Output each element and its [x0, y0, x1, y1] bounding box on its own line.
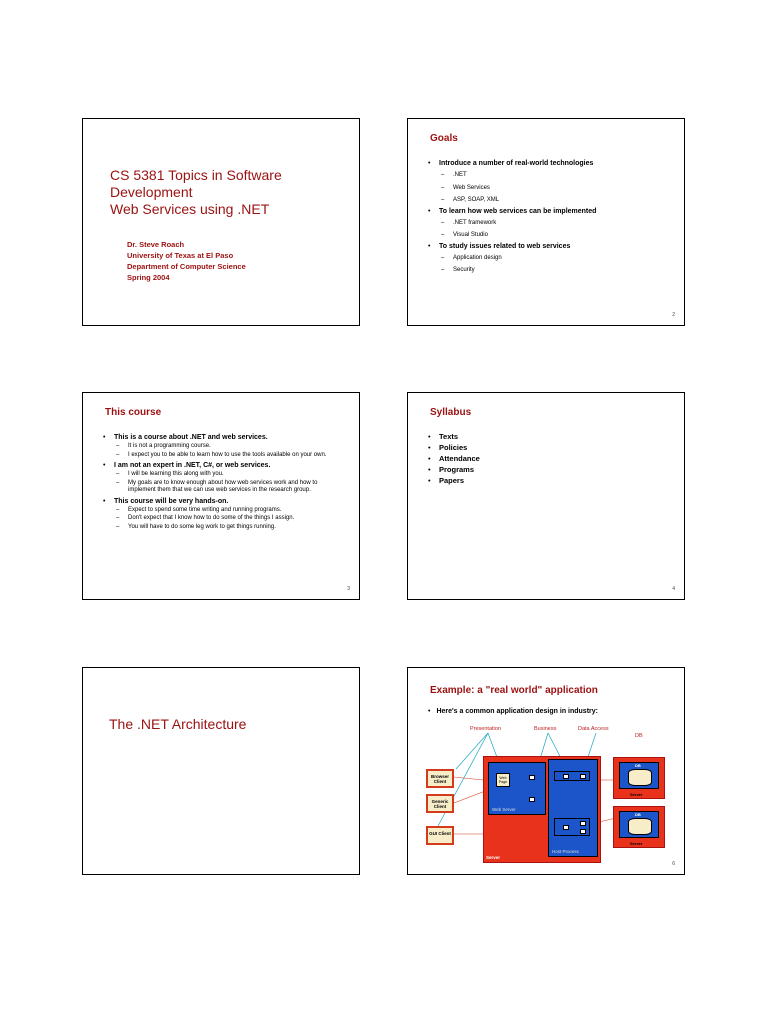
component	[580, 829, 586, 834]
list-item: • Attendance	[428, 454, 674, 464]
db-server-label: Server	[630, 841, 643, 846]
slide-4	[407, 392, 685, 600]
title-line-3: Web Services using .NET	[110, 201, 270, 217]
bullet-list	[428, 432, 674, 487]
sub-item: – .NET	[439, 172, 674, 180]
list-item: • To study issues related to web services – Application design – Security	[428, 242, 674, 275]
gui-client: GUI Client	[426, 826, 454, 845]
component-group	[554, 818, 590, 836]
list-item: • This is a course about .NET and web services. – It is not a programming course. – I expect you to be able to learn how to use the tools available on your own.	[103, 433, 349, 459]
data-access-label: Data Access	[578, 726, 609, 732]
generic-client: Generic Client	[426, 794, 454, 813]
host-process-box	[548, 759, 598, 857]
db-server-2	[613, 806, 665, 848]
sub-item: – Security	[439, 267, 674, 275]
component	[580, 821, 586, 826]
sub-item: – ASP, SOAP, XML	[439, 197, 674, 205]
web-server-box	[488, 762, 546, 815]
web-page: Web Page	[496, 773, 510, 787]
slide-title: The .NET Architecture	[109, 716, 247, 732]
sub-item: – Visual Studio	[439, 232, 674, 240]
sub-item: – Don't expect that I know how to do some of the things I assign.	[114, 515, 349, 523]
title-line-1: CS 5381 Topics in Software	[110, 167, 282, 183]
browser-client: Browser Client	[426, 769, 454, 788]
author-term: Spring 2004	[127, 273, 170, 282]
list-item: • Here's a common application design in industry:	[428, 708, 598, 715]
db-inner	[619, 811, 659, 838]
list-item: • Programs	[428, 465, 674, 475]
author-block	[127, 239, 246, 283]
slide-5	[82, 667, 360, 875]
title-line-2: Development	[110, 184, 193, 200]
author-name: Dr. Steve Roach	[127, 240, 185, 249]
list-item: • To learn how web services can be implemented – .NET framework – Visual Studio	[428, 207, 674, 240]
server-label: Server	[486, 855, 501, 860]
slide-6	[407, 667, 685, 875]
list-item: • Introduce a number of real-world technologies – .NET – Web Services – ASP, SOAP, XML	[428, 159, 674, 205]
slide-3	[82, 392, 360, 600]
slide-2	[407, 118, 685, 326]
page-number: 6	[672, 861, 675, 867]
sub-item: – I will be learning this along with you.	[114, 471, 349, 479]
db-inner	[619, 762, 659, 789]
author-university: University of Texas at El Paso	[127, 251, 234, 260]
sub-item: – Expect to spend some time writing and running programs.	[114, 507, 349, 515]
list-item: • Policies	[428, 443, 674, 453]
db-label: DB	[635, 812, 641, 817]
component-group	[554, 771, 590, 781]
component	[529, 797, 535, 802]
page-number: 4	[672, 586, 675, 592]
db-label: DB	[635, 763, 641, 768]
component	[563, 774, 569, 779]
list-item: • This course will be very hands-on. – Expect to spend some time writing and running programs. – Don't expect that I know how to do some of the things I assign. – You will have to do some leg work to get things running.	[103, 497, 349, 532]
page-number: 2	[672, 312, 675, 318]
component	[563, 825, 569, 830]
architecture-diagram	[408, 668, 686, 876]
component	[529, 775, 535, 780]
bullet-list	[428, 159, 674, 277]
sub-item: – I expect you to be able to learn how to use the tools available on your own.	[114, 452, 349, 460]
page-number: 3	[347, 586, 350, 592]
presentation-label: Presentation	[470, 726, 501, 732]
course-title	[110, 167, 282, 218]
db-label: DB	[635, 733, 643, 739]
slide-1	[82, 118, 360, 326]
sub-item: – You will have to do some leg work to get things running.	[114, 524, 349, 532]
database-icon	[628, 769, 652, 786]
db-server-1	[613, 757, 665, 799]
component	[580, 774, 586, 779]
sub-item: – My goals are to know enough about how web services work and how to implement them that we can use web services in the research group.	[114, 480, 349, 495]
slide-title: Example: a "real world" application	[430, 685, 598, 696]
bullet-list	[103, 433, 349, 533]
slide-title: Goals	[430, 133, 458, 144]
web-server-label: Web Server	[492, 807, 516, 812]
slide-title: Syllabus	[430, 407, 472, 418]
sub-item: – Application design	[439, 255, 674, 263]
sub-item: – .NET framework	[439, 220, 674, 228]
list-item: • I am not an expert in .NET, C#, or web services. – I will be learning this along with you. – My goals are to know enough about how web services work and how to implement them that we can use web services in the research group.	[103, 461, 349, 495]
list-item: • Papers	[428, 476, 674, 486]
sub-item: – Web Services	[439, 185, 674, 193]
host-process-label: Host Process	[552, 849, 579, 854]
slide-title: This course	[105, 407, 162, 418]
list-item: • Texts	[428, 432, 674, 442]
sub-item: – It is not a programming course.	[114, 443, 349, 451]
db-server-label: Server	[630, 792, 643, 797]
business-label: Business	[534, 726, 557, 732]
author-department: Department of Computer Science	[127, 262, 246, 271]
database-icon	[628, 818, 652, 835]
